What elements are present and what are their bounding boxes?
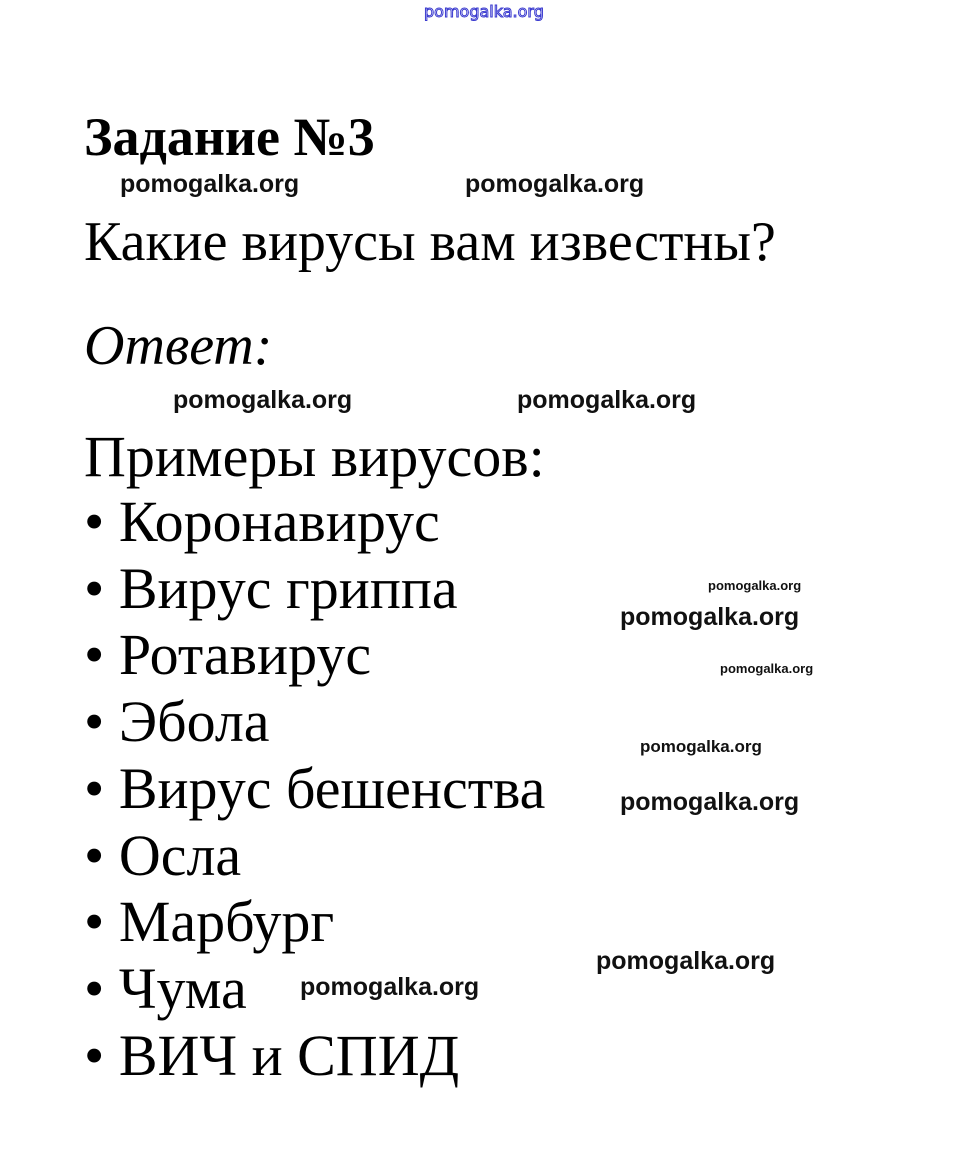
bullet-icon: • [84,622,105,688]
watermark: pomogalka.org [120,170,300,198]
bullet-icon: • [84,889,105,955]
watermark: pomogalka.org [620,788,800,816]
watermark: pomogalka.org [640,737,762,756]
watermark: pomogalka.org [620,603,800,631]
list-item-text: ВИЧ и СПИД [118,1022,460,1088]
list-item [84,489,440,554]
watermark: pomogalka.org [720,661,814,676]
site-link[interactable]: pomogalka.org [424,2,544,21]
watermark: pomogalka.org [300,973,480,1001]
list-item-text: Ротавирус [118,622,372,688]
list-item [84,622,372,688]
list-item [84,755,546,821]
list-item-text: Марбург [118,889,335,955]
question-text: Какие вирусы вам известны? [84,211,776,273]
list-item [84,955,247,1021]
list-item-text: Эбола [118,689,270,755]
bullet-icon: • [84,555,105,621]
bullet-icon: • [84,822,105,888]
watermark: pomogalka.org [596,947,776,975]
list-heading: Примеры вирусов: [84,424,545,489]
list-item-text: Осла [118,822,242,888]
watermark: pomogalka.org [517,386,697,414]
bullet-icon: • [84,689,105,755]
watermark: pomogalka.org [465,170,645,198]
list-item-text: Коронавирус [118,489,440,554]
bullet-icon: • [84,955,105,1021]
list-item [84,689,270,755]
list-item [84,822,242,888]
watermark: pomogalka.org [708,578,802,593]
task-title: Задание №3 [84,107,375,167]
bullet-icon: • [84,489,105,554]
bullet-icon: • [84,755,105,821]
list-item-text: Вирус бешенства [118,755,546,821]
list-item [84,1022,460,1088]
list-item-text: Чума [118,955,247,1021]
watermark: pomogalka.org [173,386,353,414]
answer-label: Ответ: [84,315,273,377]
list-item [84,555,458,621]
bullet-icon: • [84,1022,105,1088]
list-item-text: Вирус гриппа [118,555,458,621]
list-item [84,889,335,955]
